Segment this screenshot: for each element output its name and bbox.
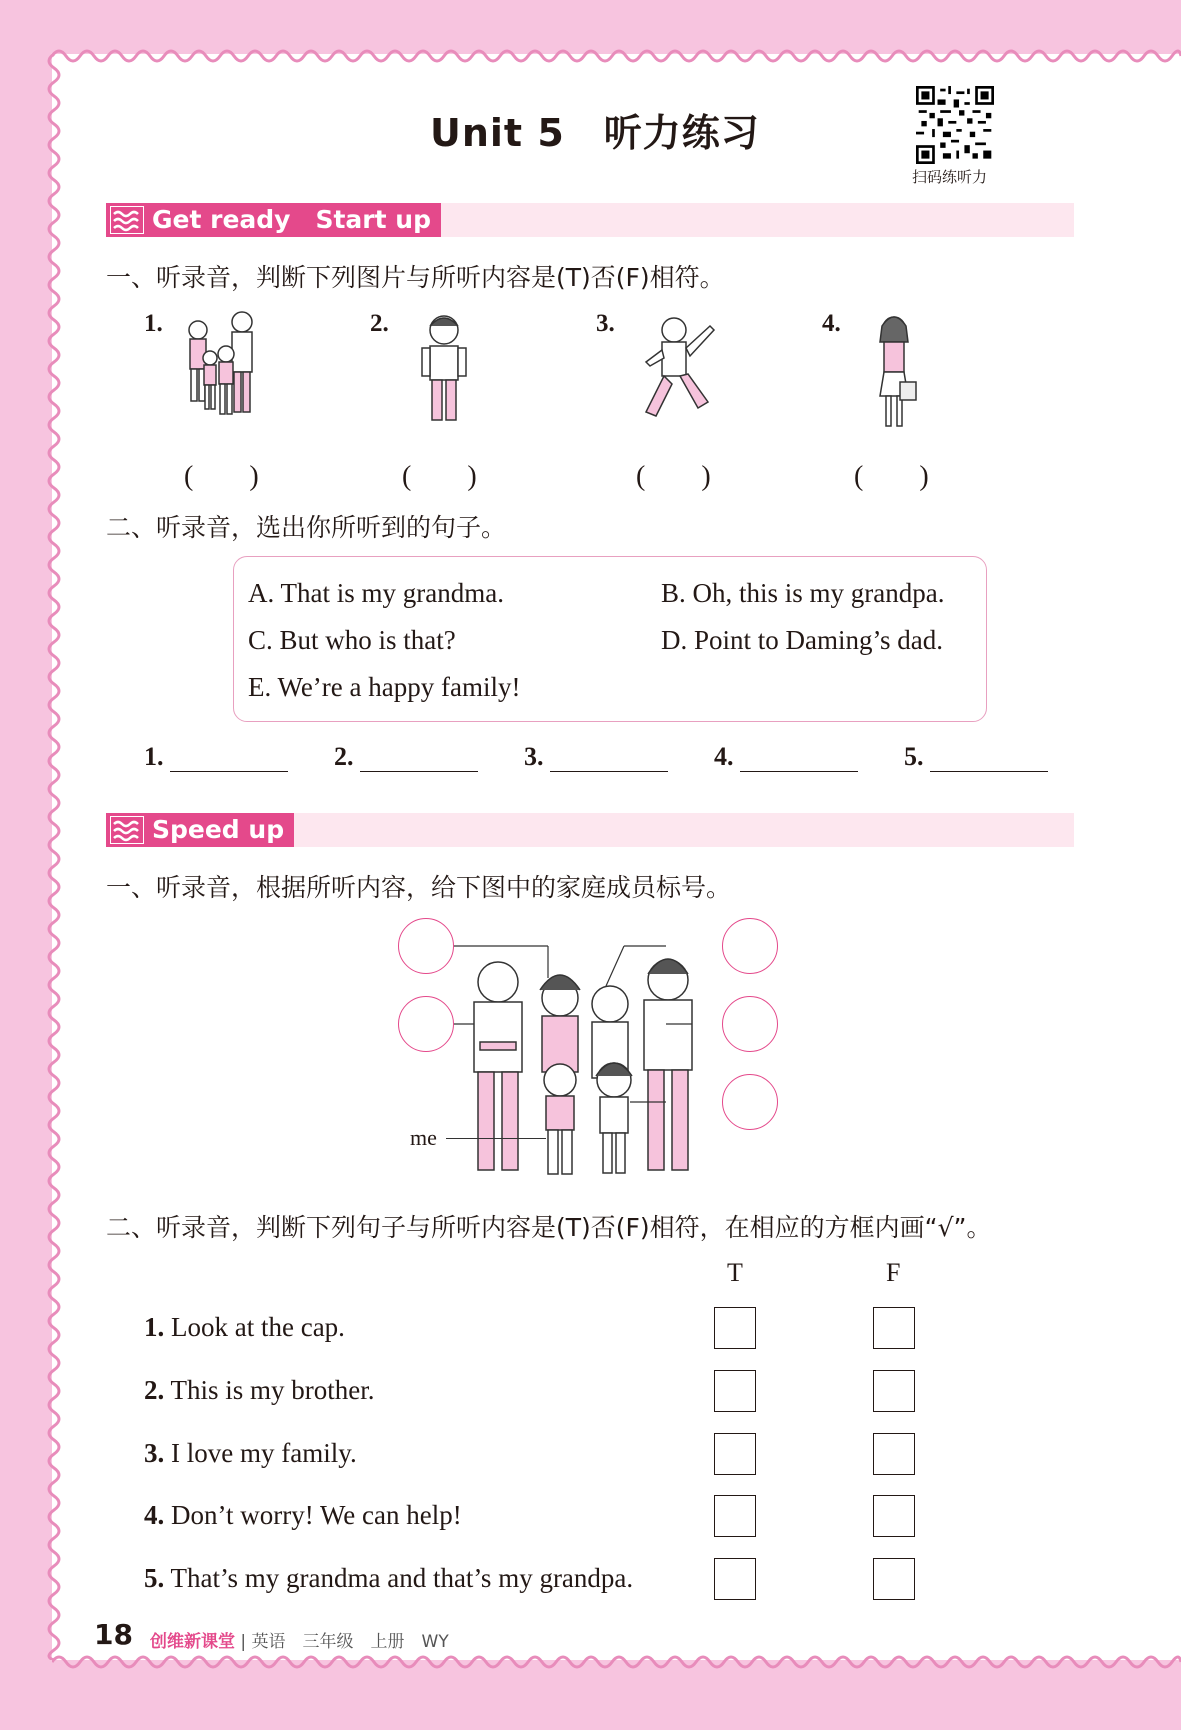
answer-blank[interactable] [524,742,668,772]
section-band-speed-up [106,813,1074,847]
answer-paren[interactable]: ( ) [636,461,711,492]
answer-blank[interactable] [714,742,858,772]
book-info: 英语 三年级 上册 WY [251,1632,449,1652]
column-false: F [886,1258,901,1287]
statement-text: That’s my grandma and that’s my grandpa. [170,1563,634,1593]
false-checkbox[interactable] [873,1307,915,1349]
woman-with-bag-icon [872,312,918,436]
statement [144,1438,357,1469]
answer-paren[interactable]: ( ) [402,461,477,492]
statement-text: Look at the cap. [171,1312,345,1342]
item-number: 4. [822,310,841,337]
option-e: E. We’re a happy family! [248,672,521,702]
blank-line[interactable] [170,747,288,772]
blank-line[interactable] [360,747,478,772]
qr-code-icon[interactable] [916,86,994,164]
family-of-four-icon [180,308,266,432]
waves-icon [110,206,144,234]
statement-number: 2. [144,1375,165,1405]
section-label-text: Get ready Start up [152,205,431,234]
me-label: me [410,1125,437,1150]
blank-line[interactable] [550,747,668,772]
statement [144,1375,375,1406]
section-band-get-ready [106,203,1074,237]
label-circle[interactable] [398,996,454,1052]
true-checkbox[interactable] [714,1495,756,1537]
item-number: 2. [370,310,389,337]
instruction-2-1: 一、听录音，根据所听内容，给下图中的家庭成员标号。 [106,873,732,902]
statement-number: 4. [144,1500,165,1530]
page-title: Unit 5 听力练习 [430,111,760,155]
option-a: A. That is my grandma. [248,578,504,608]
answer-paren[interactable]: ( ) [854,461,929,492]
qr-caption: 扫码练听力 [912,168,988,186]
blank-number: 3. [524,742,544,771]
false-checkbox[interactable] [873,1495,915,1537]
statement [144,1563,633,1594]
label-circle[interactable] [398,918,454,974]
boy-icon [416,312,472,428]
blank-line[interactable] [930,747,1048,772]
blank-number: 2. [334,742,354,771]
family-portrait-icon [410,930,710,1190]
instruction-1-2: 二、听录音，选出你所听到的句子。 [106,513,507,542]
waves-icon [110,816,144,844]
column-true: T [727,1258,743,1287]
item-number: 1. [144,310,163,337]
section-label-text: Speed up [152,815,285,844]
instruction-2-2: 二、听录音，判断下列句子与所听内容是(T)否(F)相符，在相应的方框内画“√”。 [106,1213,992,1242]
true-checkbox[interactable] [714,1433,756,1475]
blank-number: 5. [904,742,924,771]
statement-number: 5. [144,1563,165,1593]
section-label [106,203,441,237]
false-checkbox[interactable] [873,1558,915,1600]
answer-blank[interactable] [904,742,1048,772]
statement [144,1500,462,1531]
option-c: C. But who is that? [248,625,456,655]
me-pointer-line [446,1138,546,1139]
answer-blank[interactable] [334,742,478,772]
answer-paren[interactable]: ( ) [184,461,259,492]
section-label [106,813,294,847]
label-circle[interactable] [722,1074,778,1130]
option-b: B. Oh, this is my grandpa. [661,578,945,608]
true-checkbox[interactable] [714,1370,756,1412]
label-circle[interactable] [722,996,778,1052]
blank-number: 1. [144,742,164,771]
page-number: 18 [94,1618,133,1651]
footer-info: 创维新课堂 | 英语 三年级 上册 WY [150,1632,449,1652]
label-circle[interactable] [722,918,778,974]
statement-text: I love my family. [171,1438,357,1468]
instruction-1-1: 一、听录音，判断下列图片与所听内容是(T)否(F)相符。 [106,263,725,292]
grandpa-taichi-icon [636,312,722,430]
worksheet-page [52,54,1181,1660]
item-number: 3. [596,310,615,337]
true-checkbox[interactable] [714,1558,756,1600]
option-d: D. Point to Daming’s dad. [661,625,943,655]
false-checkbox[interactable] [873,1433,915,1475]
blank-number: 4. [714,742,734,771]
statement-text: This is my brother. [170,1375,375,1405]
true-checkbox[interactable] [714,1307,756,1349]
statement-number: 1. [144,1312,165,1342]
answer-blank[interactable] [144,742,288,772]
statement-text: Don’t worry! We can help! [171,1500,462,1530]
statement [144,1312,345,1343]
statement-number: 3. [144,1438,165,1468]
brand-name: 创维新课堂 [150,1632,235,1652]
blank-line[interactable] [740,747,858,772]
false-checkbox[interactable] [873,1370,915,1412]
